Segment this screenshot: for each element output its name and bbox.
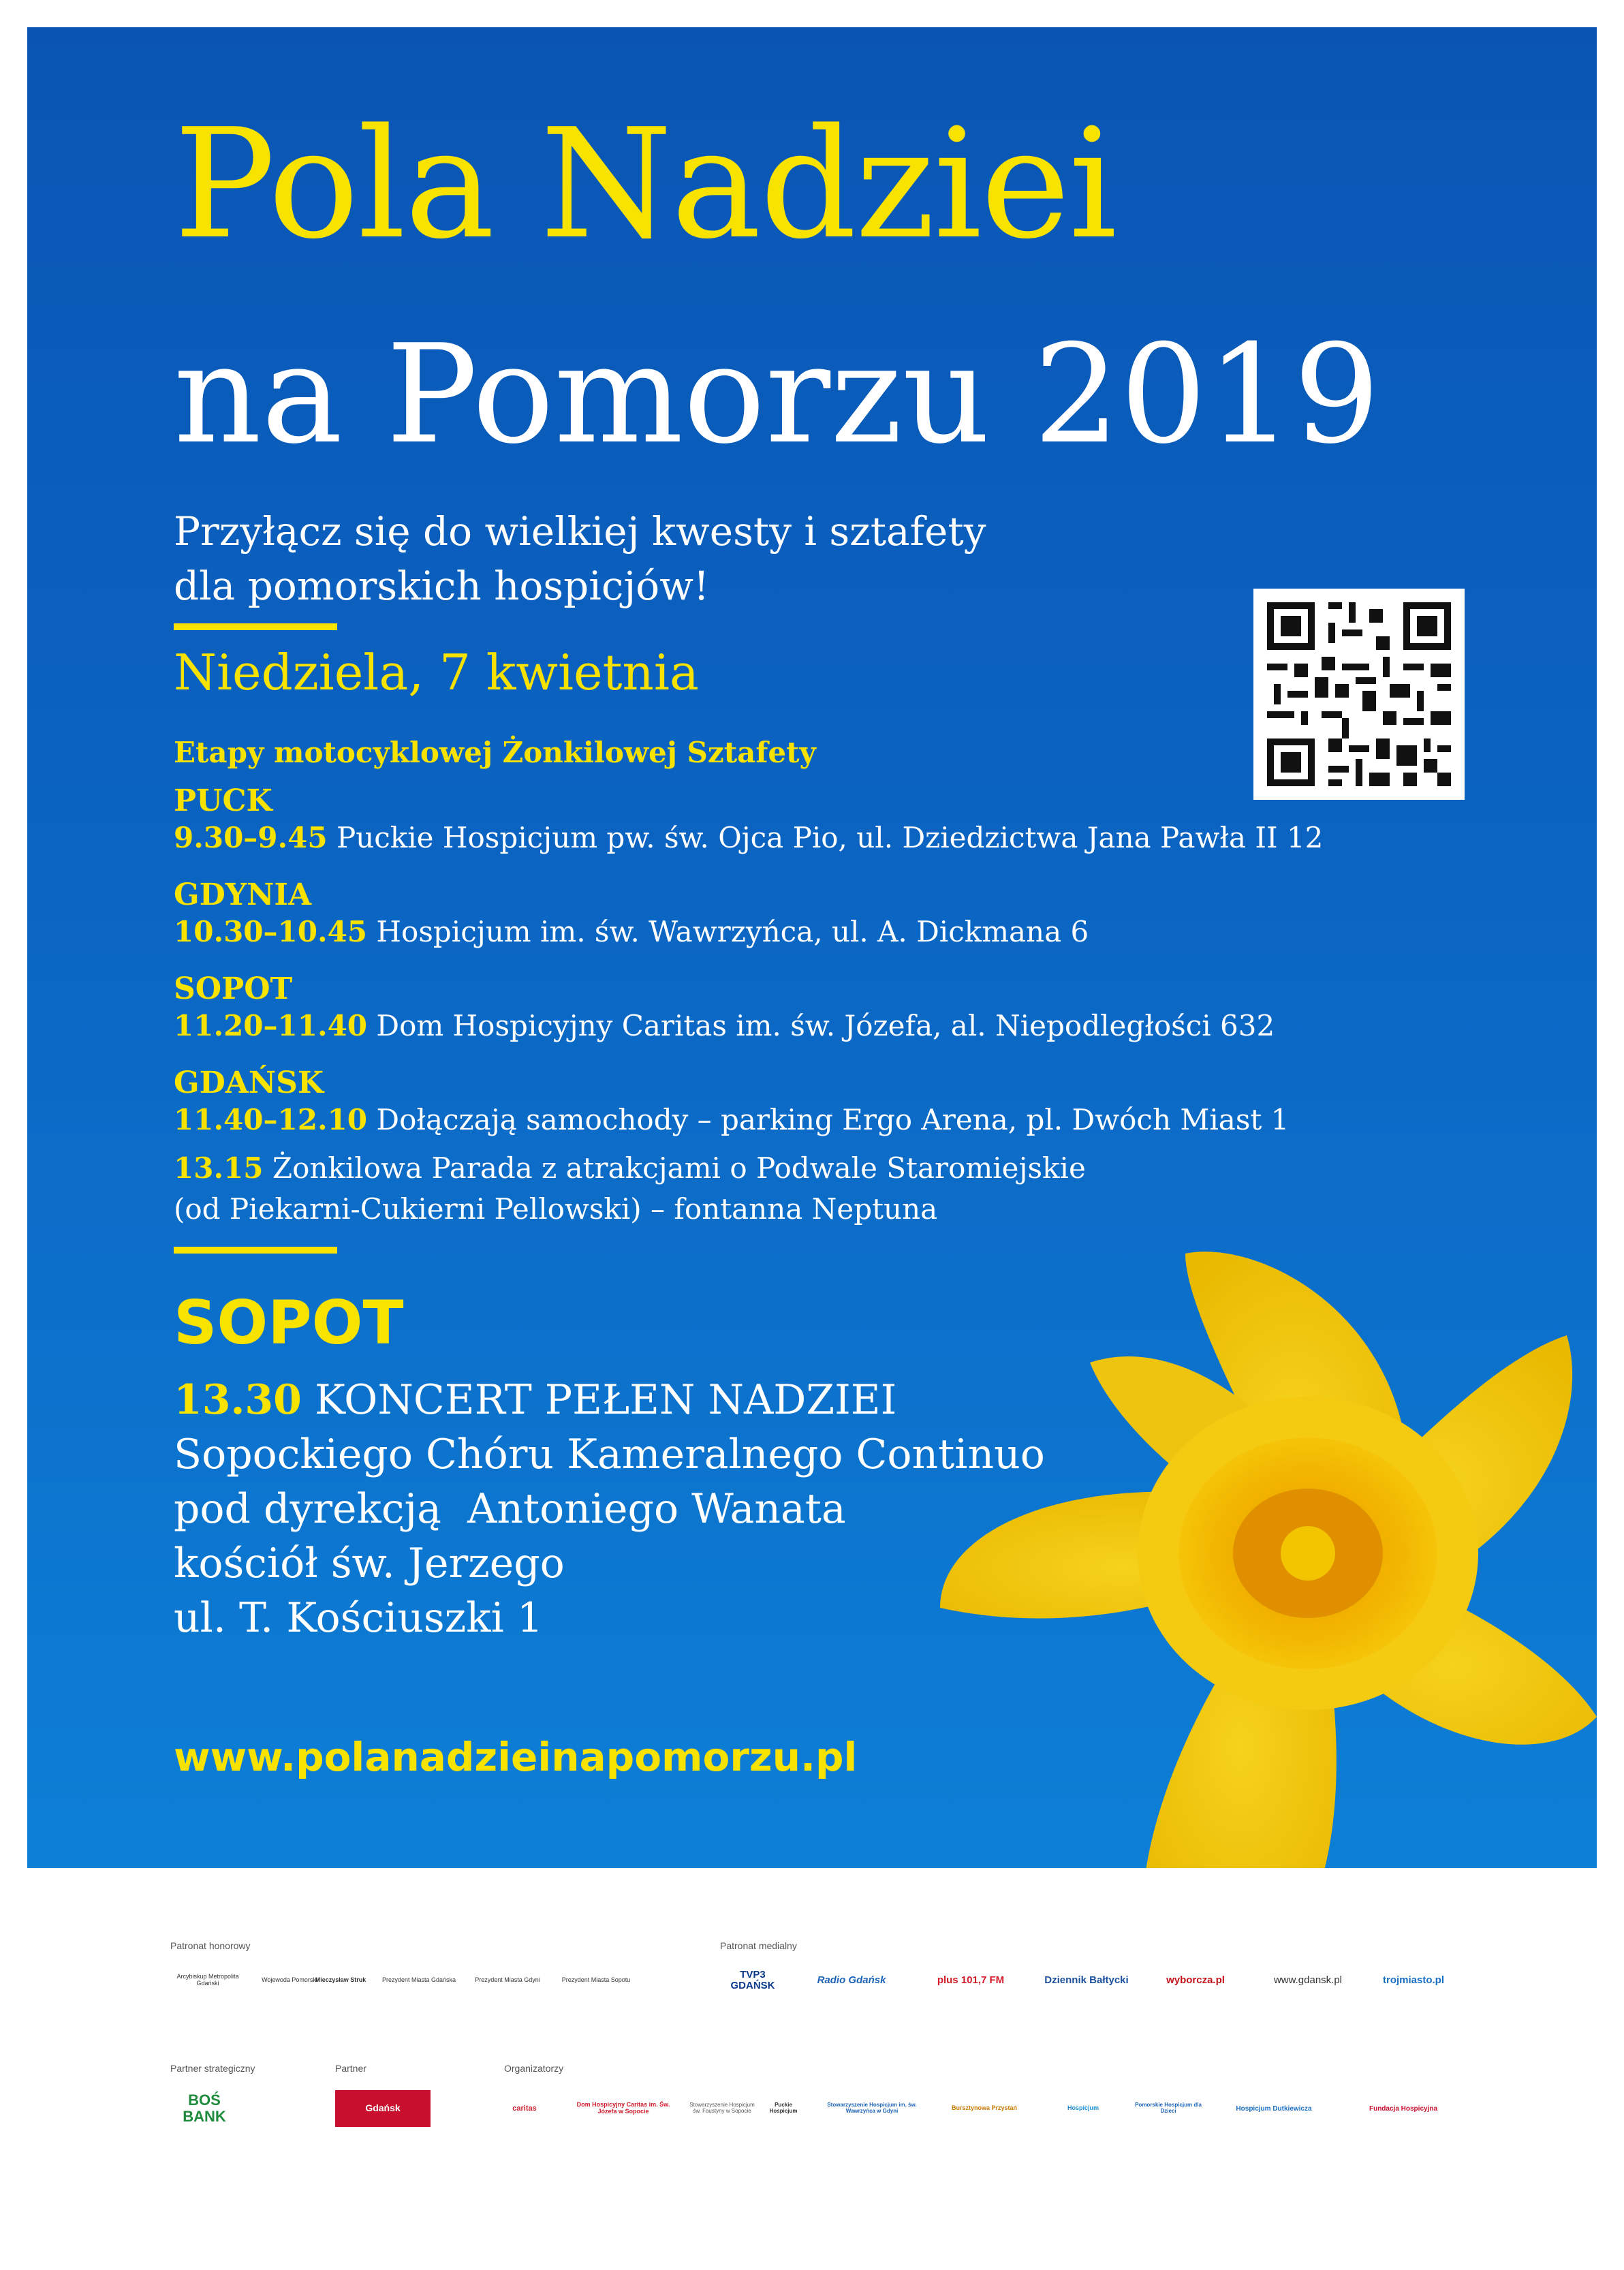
logo-pomorskie-hospicjum-dzieci: Pomorskie Hospicjum dla Dzieci: [1135, 2102, 1202, 2114]
logo-archbishop: Arcybiskup Metropolita Gdański: [176, 1973, 239, 1987]
logo-radio-gdansk: Radio Gdańsk: [817, 1974, 886, 1986]
event-date: Niedziela, 7 kwietnia: [174, 644, 699, 701]
parade-time: 13.15: [174, 1151, 264, 1185]
subtitle-line-1: Przyłącz się do wielkiej kwesty i sztafety: [174, 508, 986, 555]
stage-text: Dołączają samochody – parking Ergo Arena, pl. Dwóch Miast 1: [376, 1103, 1290, 1136]
daffodil-corona: [1138, 1397, 1478, 1710]
logo-wyborcza: wyborcza.pl: [1166, 1974, 1225, 1986]
parade-text: Żonkilowa Parada z atrakcjami o Podwale Staromiejskie: [272, 1151, 1086, 1185]
logo-caritas: caritas: [512, 2104, 537, 2113]
poster: [27, 27, 1597, 1868]
logo-marshal: Mieczysław Struk: [315, 1976, 366, 1984]
logo-bos-bank: BOŚ BANK: [183, 2091, 226, 2125]
logo-voivode: Wojewoda Pomorski: [262, 1976, 317, 1984]
stage-time: 11.20–11.40: [174, 1009, 368, 1042]
parade-text-2: (od Piekarni-Cukierni Pellowski) – fontanna Neptuna: [174, 1192, 938, 1226]
logo-gdynia-president: Prezydent Miasta Gdyni: [475, 1976, 540, 1984]
logo-dom-hospicyjny: Dom Hospicyjny Caritas im. Św. Józefa w Sopocie: [576, 2101, 670, 2115]
stage-text: Hospicjum im. św. Wawrzyńca, ul. A. Dickmana 6: [376, 915, 1089, 948]
stage-city-sopot: SOPOT: [174, 971, 293, 1006]
stage-city-puck: PUCK: [174, 783, 272, 818]
logo-dziennik-baltycki: Dziennik Bałtycki: [1044, 1974, 1129, 1986]
concert-title: KONCERT PEŁEN NADZIEI: [314, 1376, 897, 1424]
daffodil-image: [899, 1226, 1597, 1868]
divider-2: [174, 1247, 337, 1254]
title-line-1: Pola Nadziei: [174, 97, 1116, 273]
logo-puckie-hospicjum: Puckie Hospicjum: [769, 2102, 798, 2114]
media-patronage-label: Patronat medialny: [720, 1940, 797, 1951]
honorary-patronage-label: Patronat honorowy: [170, 1940, 251, 1951]
logo-fundacja-hospicyjna: Fundacja Hospicyjna: [1369, 2104, 1438, 2113]
logo-gdansk-partner: Gdańsk: [335, 2090, 431, 2127]
qr-code-icon: [1253, 589, 1465, 800]
stage-text: Dom Hospicyjny Caritas im. św. Józefa, al. Niepodległości 632: [376, 1009, 1275, 1042]
concert-line-4: ul. T. Kościuszki 1: [174, 1594, 544, 1642]
concert-line-2: pod dyrekcją Antoniego Wanata: [174, 1485, 846, 1533]
parade-entry: [174, 1151, 1086, 1185]
logo-trojmiasto: trojmiasto.pl: [1382, 1974, 1444, 1986]
stage-entry-sopot: [174, 1009, 1275, 1042]
stage-time: 11.40–12.10: [174, 1103, 368, 1136]
stage-entry-puck: [174, 821, 1323, 854]
concert-time: 13.30: [174, 1376, 302, 1424]
concert-line-1: Sopockiego Chóru Kameralnego Continuo: [174, 1431, 1045, 1478]
logo-bursztynowa-przystan: Bursztynowa Przystań: [951, 2104, 1018, 2112]
partner-label: Partner: [335, 2063, 366, 2074]
title-line-2: na Pomorzu 2019: [174, 315, 1380, 474]
qr-code[interactable]: [1253, 589, 1465, 800]
stage-text: Puckie Hospicjum pw. św. Ojca Pio, ul. Dziedzictwa Jana Pawła II 12: [336, 821, 1324, 854]
stage-time: 9.30–9.45: [174, 821, 328, 854]
logo-radio-plus: plus 101,7 FM: [937, 1974, 1005, 1986]
logo-sopot-president: Prezydent Miasta Sopotu: [561, 1976, 631, 1984]
logo-hospicjum: Hospicjum: [1067, 2104, 1099, 2112]
logo-gdansk-president: Prezydent Miasta Gdańska: [381, 1976, 456, 1984]
logo-gdansk-pl: www.gdansk.pl: [1273, 1974, 1343, 1986]
stage-time: 10.30–10.45: [174, 915, 368, 948]
logo-hospicjum-dutkiewicza: Hospicjum Dutkiewicza: [1236, 2104, 1312, 2113]
logo-hospicjum-faustyny: Stowarzyszenie Hospicjum św. Faustyny w Sopocie: [689, 2102, 755, 2114]
subtitle-line-2: dla pomorskich hospicjów!: [174, 563, 710, 609]
stage-entry-gdansk: [174, 1103, 1289, 1136]
strategic-partner-label: Partner strategiczny: [170, 2063, 255, 2074]
stage-city-gdynia: GDYNIA: [174, 877, 312, 912]
divider-1: [174, 623, 337, 630]
subtitle: [174, 504, 986, 613]
logo-tvp3: TVP3 GDAŃSK: [730, 1968, 775, 1991]
stages-title: Etapy motocyklowej Żonkilowej Sztafety: [174, 736, 816, 769]
organizers-label: Organizatorzy: [504, 2063, 564, 2074]
concert-line-3: kościół św. Jerzego: [174, 1540, 565, 1587]
website-link[interactable]: www.polanadzieinapomorzu.pl: [174, 1734, 858, 1780]
concert-city: SOPOT: [174, 1288, 404, 1358]
stage-entry-gdynia: [174, 915, 1089, 948]
stage-city-gdansk: GDAŃSK: [174, 1066, 324, 1100]
logo-hospicjum-wawrzynca: Stowarzyszenie Hospicjum im. św. Wawrzyńca w Gdyni: [827, 2102, 917, 2114]
